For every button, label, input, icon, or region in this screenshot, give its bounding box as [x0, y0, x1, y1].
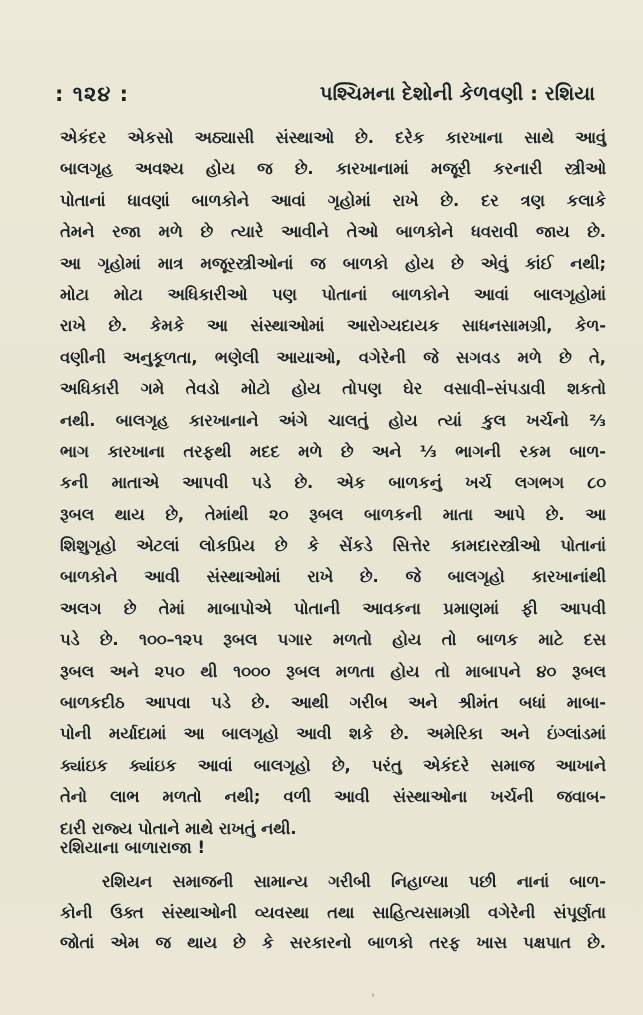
text-line: પડે છે. ૧૦૦–૧૨૫ રૂબલ પગાર મળતો હોય તો બાળક માટે દસ — [60, 630, 606, 650]
text-line: રાખે છે. કેમકે આ સંસ્થાઓમાં આરોગ્યદાયક સાધનસામગ્રી, કેળ- — [60, 316, 606, 336]
text-line: ભાગ કારખાના તરફથી મદદ મળે છે અને ⅓ ભાગની રકમ બાળ- — [60, 441, 606, 461]
body-paragraph — [60, 122, 606, 844]
text-line: આ ગૃહોમાં માત્ર મજૂરસ્ત્રીઓનાં જ બાળકો હોય છે એવું કાંઈ નથી; — [60, 253, 606, 273]
text-line: રૂબલ થાય છે, તેમાંથી ૨૦ રૂબલ બાળકની માતા આપે છે. આ — [60, 504, 606, 524]
section-heading: રશિયાના બાળારાજા ! — [60, 838, 206, 857]
page-number: : ૧૨૪ : — [55, 82, 130, 106]
text-line: શિશુગૃહો એટલાં લોકપ્રિય છે કે સેંકડે સિત્તેર કામદારસ્ત્રીઓ પોતાનાં — [60, 536, 606, 556]
text-line: તેમને રજા મળે છે ત્યારે આવીને તેઓ બાળકોને ધવરાવી જાય છે. — [60, 222, 606, 242]
text-line: વણીની અનુકૂળતા, ભણેલી આયાઓ, વગેરેની જે સગવડ મળે છે તે, — [60, 347, 606, 367]
text-line: પોતાનાં ધાવણાં બાળકોને આવાં ગૃહોમાં રાખે છે. દર ત્રણ કલાકે — [60, 190, 606, 210]
text-line: તેનો લાભ મળતો નથી; વળી આવી સંસ્થાઓના ખર્ચની જવાબ- — [60, 787, 606, 807]
text-line: બાલગૃહ અવશ્ય હોય જ છે. કારખાનામાં મજૂરી કરનારી સ્ત્રીઓ — [60, 159, 606, 179]
text-line: બાળકોને આવી સંસ્થાઓમાં રાખે છે. જે બાલગૃહો કારખાનાંથી — [60, 567, 606, 587]
text-line: કોની ઉક્ત સંસ્થાઓની વ્યવસ્થા તથા સાહિત્યસામગ્રી વગેરેની સંપૂર્ણતા — [60, 902, 606, 922]
text-line: અધિકારી ગમે તેવડો મોટો હોય તોપણ ઘેર વસાવી–સંપડાવી શકતો — [60, 379, 606, 399]
running-title: પશ્ચિમના દેશોની કેળવણી : રશિયા — [319, 82, 595, 105]
text-line: જોતાં એમ જ થાય છે કે સરકારનો બાળકો તરફ ખાસ પક્ષપાત છે. — [60, 933, 606, 952]
text-line: એકંદર એકસો અઠ્યાસી સંસ્થાઓ છે. દરેક કારખાના સાથે આવું — [60, 128, 606, 147]
text-line: બાળકદીઠ આપવા પડે છે. આથી ગરીબ અને શ્રીમંત બધાં માબા- — [60, 693, 606, 713]
page-header — [55, 82, 595, 112]
text-line: અલગ છે તેમાં માબાપોએ પોતાની આવકના પ્રમાણમાં ફી આપવી — [60, 598, 606, 618]
text-line: ક્યાંઇક ક્યાંઇક આવાં બાલગૃહો છે, પરંતુ એકંદરે સમાજ આખાને — [60, 755, 606, 775]
text-line: રૂબલ અને ૨૫૦ થી ૧૦૦૦ રૂબલ મળતા હોય તો માબાપને ૪૦ રૂબલ — [60, 661, 606, 681]
text-line: રશિયન સમાજની સામાન્ય ગરીબી નિહાળ્યા પછી નાનાં બાળ- — [102, 872, 606, 891]
section-paragraph — [60, 867, 606, 959]
text-line: દારી રાજ્ય પોતાને માથે રાખતું નથી. — [60, 818, 297, 838]
text-line: કની માતાએ આપવી પડે છે. એક બાળકનું ખર્ચ લગભગ ૮૦ — [60, 473, 606, 493]
text-line: નથી. બાલગૃહ કારખાનાને અંગે ચાલતું હોય ત્યાં કુલ ખર્ચનો ⅔ — [60, 410, 606, 430]
paper-speck — [372, 993, 374, 997]
text-line: મોટા મોટા અધિકારીઓ પણ પોતાનાં બાળકોને આવાં બાલગૃહોમાં — [60, 284, 606, 304]
text-line: પોની મર્યાદામાં આ બાલગૃહો આવી શકે છે. અમેરિકા અને ઇંગ્લાંડમાં — [60, 724, 606, 744]
